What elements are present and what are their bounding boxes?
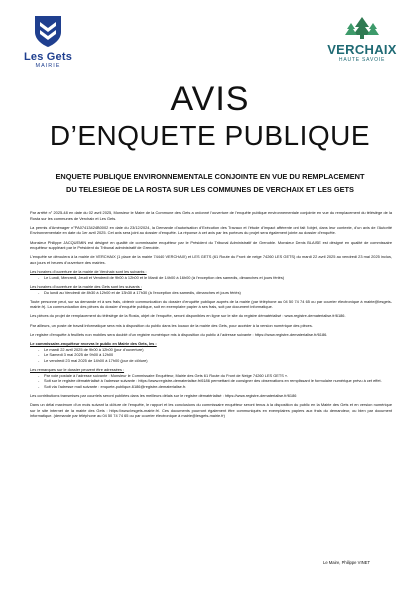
- enquiry-subject-line-1: ENQUETE PUBLIQUE ENVIRONNEMENTALE CONJOINTE EN VUE DU REMPLACEMENT: [55, 172, 365, 181]
- verchaix-hours-list: [38, 275, 392, 281]
- paragraph-commissaire: Monsieur Philippe JACQUEMIN est désigné en qualité de commissaire enquêteur par le Président du Tribunal Administratif de Grenoble. Monsieur Denis BLAISE est désigné en qualité de commissaire enquêteur suppléant par le Président du Tribunal administratif de Grenoble.: [30, 239, 392, 251]
- verchaix-logo-name: VERCHAIX: [327, 42, 397, 57]
- lesgets-hours-list: [38, 290, 392, 296]
- list-item: - Soit sur le registre dématérialisé à l’adresse suivante : https://www.registre-dematerialise.fr/6186 permettant de consigner des observations en remplissant le formulaire numérique prévu à cet effet.: [38, 378, 392, 384]
- les-gets-logo: [18, 14, 78, 69]
- paragraph-contributions: Les contributions transmises par courriels seront publiées dans les meilleurs délais sur le registre dématérialisé : https://www.registre-dematerialise.fr/6186: [30, 392, 297, 398]
- lesgets-hours-intro: Les horaires d’ouverture de la mairie des Gets sont les suivants :: [30, 283, 142, 289]
- page-subtitle-heading: D’ENQUETE PUBLIQUE: [49, 120, 371, 151]
- verchaix-logo: [322, 16, 402, 63]
- paragraph-registre: Le registre d’enquête à feuillets non mobiles sera doublé d’un registre numérique mis à disposition du public à l’adresse suivante : https://www.registre-dematerialise.fr/6186.: [30, 331, 328, 337]
- list-item: - Le Samedi 3 mai 2025 de 9h00 à 12h00: [38, 352, 392, 358]
- paragraph-rapport: Dans un délai maximum d’un mois suivant la clôture de l’enquête, le rapport et les conclusions du commissaire enquêteur seront tenus à la disposition du public en la Mairie des Gets et en version numérique sur le site internet de la mairie des Gets : https://www.lesgets-mairie.fr/. Ces documents pourront également être communiqués en exemplaires papiers aux frais du demandeur, ou bien par document informatique. (demande par téléphone au 04 50 74 74 65 ou par courrier électronique à mairie@lesgets-mairie.fr): [30, 402, 392, 419]
- paragraph-communication: Toute personne peut, sur sa demande et à ses frais, obtenir communication du dossier d’enquête publique auprès de la mairie (par téléphone au 04 50 74 74 65 ou par courrier électronique à mairie@lesgets-mairie.fr). La communication des pièces du dossier d’enquête publique, soit en exemplaire papier à ses frais, soit par document informatique.: [30, 298, 392, 310]
- verchaix-hours-intro: Les horaires d’ouverture de la mairie de Verchaix sont les suivants :: [30, 269, 147, 275]
- enquiry-subject: [22, 170, 398, 196]
- paragraph-arrete: Par arrêté n° 2025-48 en date du 02 avril 2025, Monsieur le Maire de la Commune des Gets a ordonné l’ouverture de l’enquête publique environnementale conjointe en vue du remplacement du télésiège de la Rosta sur les communes de Verchaix et Les Gets.: [30, 210, 392, 221]
- permanences-list: [38, 347, 392, 364]
- paragraph-dates: L’enquête se déroulera à la mairie de VERCHAIX (1 place de la mairie 74440 VERCHAIX) et LES GETS (61 Route du Front de neige 74260 LES GETS) du mardi 22 avril 2025 au vendredi 23 mai 2025 inclus, aux jours et heures d’ouverture des mairies.: [30, 254, 392, 265]
- paragraph-permis: La permis d’Aménager n°PA07413424B0002 en date du 23/12/2024, la Demande d’autorisation d’Exécution des Travaux et l’étude d’impact afférente ont fait l’objet, dans leur contexte, d’un avis de l’Autorité Environnementale en date du 1er avril 2025. Cet avis sera joint au dossier d’enquête. La réponse à cet avis par les porteurs du projet sera également jointe au dossier d’enquête.: [30, 224, 392, 236]
- les-gets-crest-icon: [33, 14, 63, 48]
- page-title: AVIS: [170, 80, 250, 118]
- enquiry-subject-line-2: DU TELESIEGE DE LA ROSTA SUR LES COMMUNES DE VERCHAIX ET LES GETS: [66, 185, 354, 194]
- remarks-intro: Les remarques sur le dossier peuvent être adressées :: [30, 367, 125, 372]
- list-item: - Le mardi 22 avril 2025 de 9h00 à 12h00 (jour d’ouverture): [38, 347, 392, 353]
- permanences-intro: Le commissaire-enquêteur recevra le public en Mairie des Gets, les :: [30, 341, 157, 347]
- paragraph-pieces: Les pièces du projet de remplacement du télésiège de la Rosta, objet de l’enquête, seront disponibles en ligne sur le site du registre dématérialisé : www.registre-dematerialise.fr/6186.: [30, 313, 346, 319]
- les-gets-logo-name: Les Gets: [23, 51, 73, 63]
- list-item: - Le Lundi, Mercredi, Jeudi et Vendredi de 9h00 à 12h00 et le Mardi de 14h00 à 16h00 (à l’exception des samedis, dimanches et jours fériés): [38, 275, 392, 281]
- verchaix-logo-sub: HAUTE SAVOIE: [338, 57, 386, 63]
- list-item: - Du lundi au Vendredi de 8h30 à 12h00 et de 13h30 à 17h30 (à l’exception des samedis, dimanches et jours fériés): [38, 290, 392, 296]
- list-item: - Le vendredi 23 mai 2025 de 14h00 à 17h00 (jour de clôture): [38, 358, 392, 364]
- paragraph-poste: Par ailleurs, un poste de travail informatique sera mis à disposition du public dans les locaux de la mairie des Gets, pour accéder à la version numérique des pièces.: [30, 322, 313, 328]
- verchaix-tree-icon: [342, 16, 382, 40]
- list-item: - Par voie postale à l’adresse suivante : Monsieur le Commissaire Enquêteur, Mairie des Gets 61 Route du Front de Neige 74260 LES GETS ».: [38, 373, 392, 379]
- signature: Le Maire, Philippe VINET: [322, 560, 370, 565]
- les-gets-logo-sub: MAIRIE: [35, 63, 61, 69]
- notice-body: [30, 210, 392, 423]
- list-item: - Soit via l’adresse mail suivante : enquete-publique-6186@registre-dematerialise.fr.: [38, 384, 392, 390]
- remarks-list: [38, 373, 392, 390]
